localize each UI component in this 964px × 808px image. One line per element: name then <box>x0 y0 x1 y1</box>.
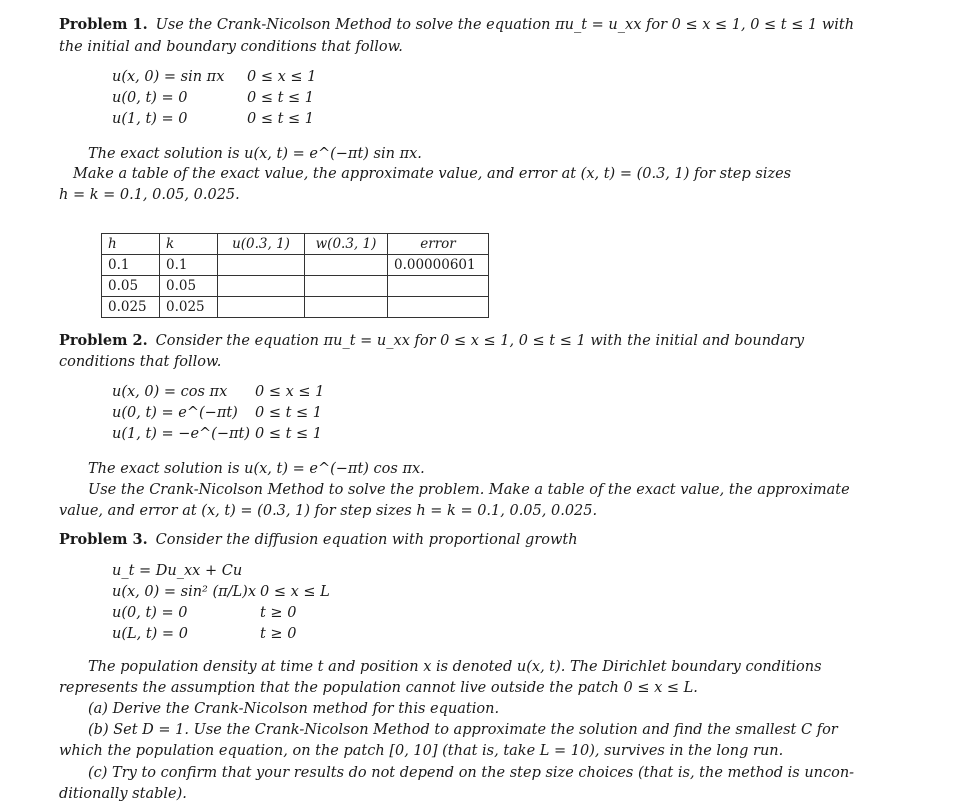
problem-3-part-c-line-1: (c) Try to confirm that your results do not depend on the step size choices (that is, the method is uncon- <box>88 765 855 781</box>
p2-eq-1: u(x, 0) = cos πx <box>112 384 228 400</box>
p2-cond-1: 0 ≤ x ≤ 1 <box>255 384 325 400</box>
problem-2-label: Problem 2. <box>59 332 148 349</box>
p2-cond-3: 0 ≤ t ≤ 1 <box>255 426 323 442</box>
problem-3-part-b-line-2: which the population equation, on the patch [0, 10] (that is, take L = 10), survives in the long run. <box>59 743 784 759</box>
cell-error <box>388 297 489 318</box>
cell-u <box>218 276 305 297</box>
problem-2-statement <box>59 332 804 350</box>
p2-eq-2: u(0, t) = e^(−πt) <box>112 405 238 421</box>
p1-cond-2: 0 ≤ t ≤ 1 <box>247 90 315 106</box>
cell-error: 0.00000601 <box>388 255 489 276</box>
problem-1-exact-solution: The exact solution is u(x, t) = e^(−πt) sin πx. <box>88 146 422 162</box>
p3-cond-2: 0 ≤ x ≤ L <box>260 584 330 600</box>
cell-h: 0.025 <box>102 297 160 318</box>
problem-1-task-line-2: h = k = 0.1, 0.05, 0.025. <box>59 187 240 203</box>
problem-3-para-line-2: represents the assumption that the population cannot live outside the patch 0 ≤ x ≤ L. <box>59 680 698 696</box>
problem-3-part-b-line-1: (b) Set D = 1. Use the Crank-Nicolson Method to approximate the solution and find the smallest C for <box>88 722 838 738</box>
cell-k: 0.05 <box>160 276 218 297</box>
header-k: k <box>160 234 218 255</box>
cell-u <box>218 297 305 318</box>
problem-2-task-line-2: value, and error at (x, t) = (0.3, 1) for step sizes h = k = 0.1, 0.05, 0.025. <box>59 503 598 519</box>
p3-cond-4: t ≥ 0 <box>260 626 297 642</box>
problem-3-para-line-1: The population density at time t and position x is denoted u(x, t). The Dirichlet boundary conditions <box>88 659 822 675</box>
p1-eq-2: u(0, t) = 0 <box>112 90 188 106</box>
results-table <box>101 233 489 318</box>
p1-eq-1: u(x, 0) = sin πx <box>112 69 225 85</box>
problem-1-statement <box>59 16 854 34</box>
header-error: error <box>388 234 489 255</box>
p3-eq-4: u(L, t) = 0 <box>112 626 188 642</box>
problem-1-task-line-1: Make a table of the exact value, the approximate value, and error at (x, t) = (0.3, 1) for step sizes <box>73 166 792 182</box>
problem-1-label: Problem 1. <box>59 16 148 33</box>
p3-eq-3: u(0, t) = 0 <box>112 605 188 621</box>
cell-h: 0.1 <box>102 255 160 276</box>
p2-eq-3: u(1, t) = −e^(−πt) <box>112 426 250 442</box>
problem-3-statement <box>59 531 578 549</box>
p3-cond-3: t ≥ 0 <box>260 605 297 621</box>
problem-3-label: Problem 3. <box>59 531 148 548</box>
problem-3-part-a: (a) Derive the Crank-Nicolson method for this equation. <box>88 701 500 717</box>
cell-u <box>218 255 305 276</box>
cell-k: 0.1 <box>160 255 218 276</box>
cell-w <box>305 297 388 318</box>
p1-cond-1: 0 ≤ x ≤ 1 <box>247 69 317 85</box>
p3-eq-1: u_t = Du_xx + Cu <box>112 563 243 579</box>
p2-cond-2: 0 ≤ t ≤ 1 <box>255 405 323 421</box>
problem-2-line-2: conditions that follow. <box>59 354 222 370</box>
cell-h: 0.05 <box>102 276 160 297</box>
p1-eq-3: u(1, t) = 0 <box>112 111 188 127</box>
problem-2-exact-solution: The exact solution is u(x, t) = e^(−πt) cos πx. <box>88 461 425 477</box>
cell-error <box>388 276 489 297</box>
table-header-row <box>102 234 489 255</box>
header-h: h <box>102 234 160 255</box>
problem-1-line-2: the initial and boundary conditions that follow. <box>59 39 403 55</box>
table-row <box>102 255 489 276</box>
cell-w <box>305 255 388 276</box>
p3-eq-2: u(x, 0) = sin² (π/L)x <box>112 584 257 600</box>
problem-3-part-c-line-2: ditionally stable). <box>59 786 187 802</box>
cell-k: 0.025 <box>160 297 218 318</box>
table-row <box>102 297 489 318</box>
table-row <box>102 276 489 297</box>
problem-2-task-line-1: Use the Crank-Nicolson Method to solve the problem. Make a table of the exact value, the approximate <box>88 482 850 498</box>
problem-2-line-1: Consider the equation πu_t = u_xx for 0 ≤ x ≤ 1, 0 ≤ t ≤ 1 with the initial and boundary <box>155 333 805 349</box>
header-w: w(0.3, 1) <box>305 234 388 255</box>
problem-3-line-1: Consider the diffusion equation with proportional growth <box>155 532 578 548</box>
cell-w <box>305 276 388 297</box>
header-u: u(0.3, 1) <box>218 234 305 255</box>
problem-1-line-1: Use the Crank-Nicolson Method to solve the equation πu_t = u_xx for 0 ≤ x ≤ 1, 0 ≤ t ≤ 1 with <box>155 17 855 33</box>
p1-cond-3: 0 ≤ t ≤ 1 <box>247 111 315 127</box>
